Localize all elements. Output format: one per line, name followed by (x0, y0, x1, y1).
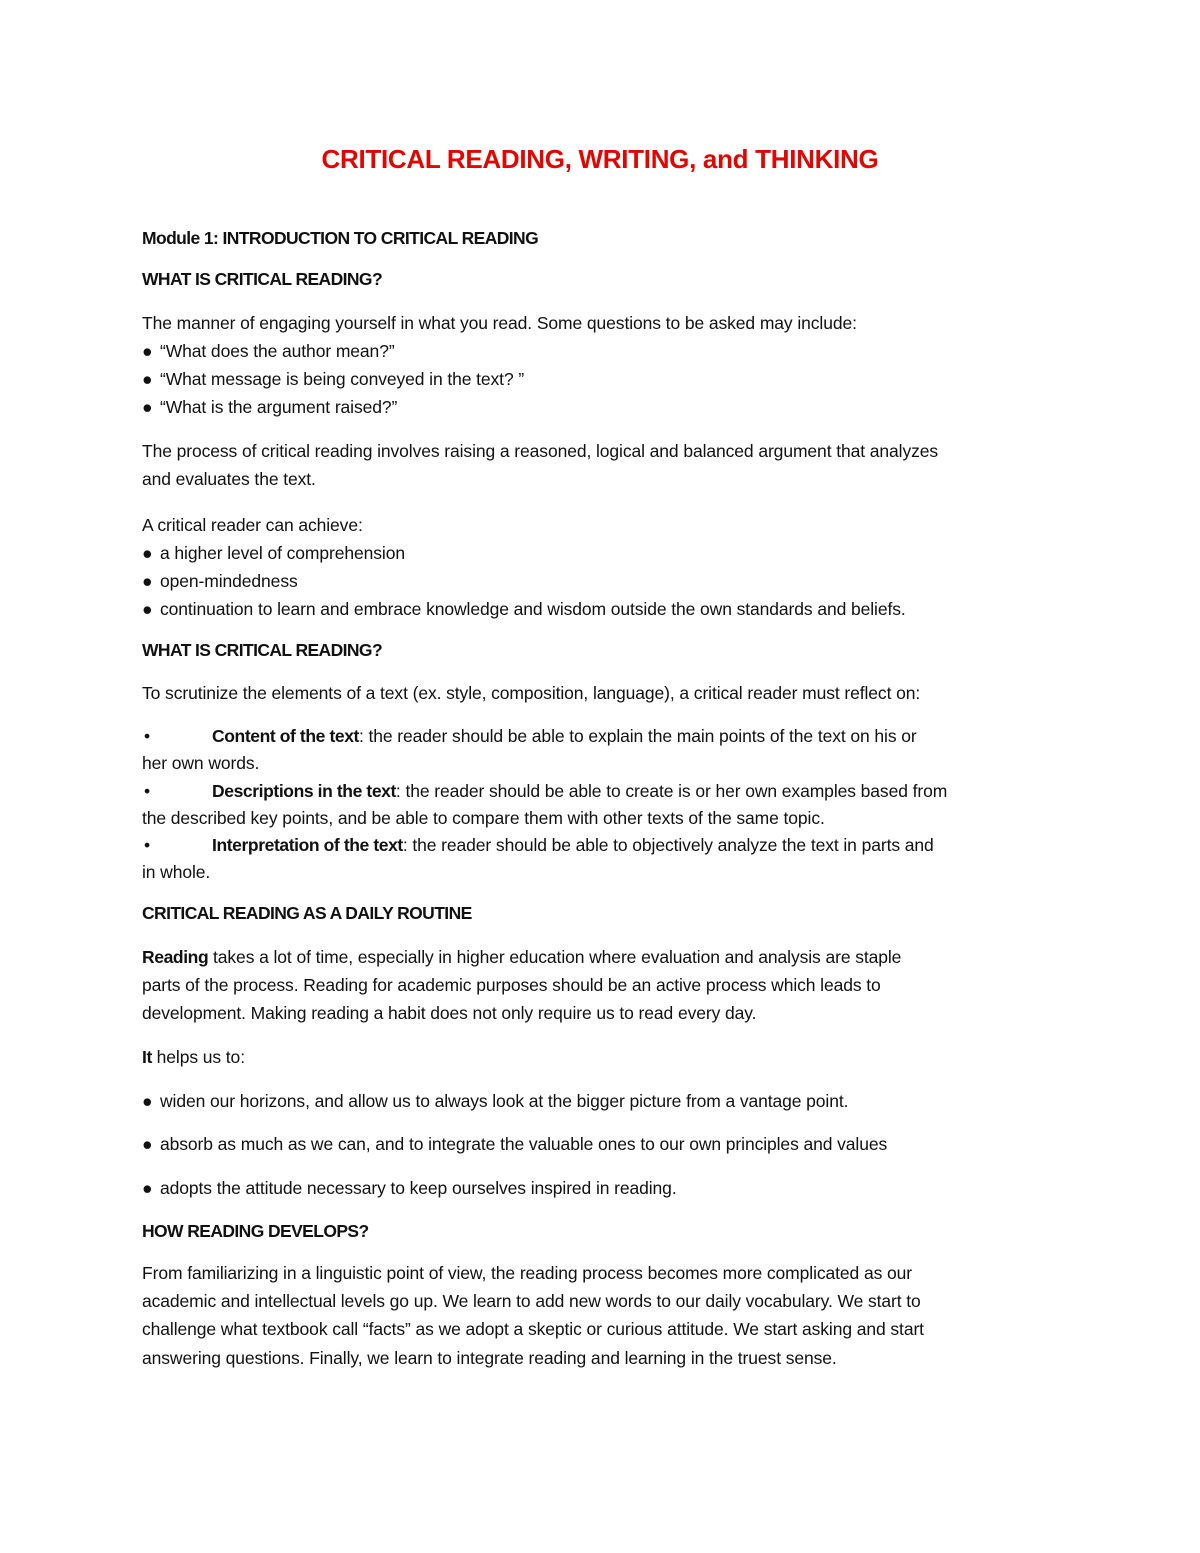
bullet-icon: ● (142, 1134, 153, 1154)
paragraph-line: answering questions. Finally, we learn to integrate reading and learning in the truest sense. (142, 1348, 837, 1368)
list-item: ● a higher level of comprehension (142, 543, 405, 563)
bullet-icon: ● (142, 369, 153, 389)
list-item: ● absorb as much as we can, and to integrate the valuable ones to our own principles and values (142, 1134, 888, 1154)
list-item: • Interpretation of the text: the reader should be able to objectively analyze the text in parts and (144, 835, 934, 855)
bullet-icon: ● (142, 599, 153, 619)
bullet-icon: • (144, 835, 151, 855)
section-heading: CRITICAL READING AS A DAILY ROUTINE (142, 903, 472, 923)
list-item: ● continuation to learn and embrace knowledge and wisdom outside the own standards and beliefs. (142, 599, 906, 619)
bullet-icon: ● (142, 543, 153, 563)
document-title: CRITICAL READING, WRITING, and THINKING (321, 144, 879, 174)
list-item: ● “What message is being conveyed in the text? ” (142, 369, 525, 389)
list-item: ● open-mindedness (142, 571, 298, 591)
list-item: ● “What is the argument raised?” (142, 397, 398, 417)
paragraph-line: development. Making reading a habit does not only require us to read every day. (142, 1003, 757, 1023)
module-heading (142, 227, 538, 249)
module-prefix: Module 1 (142, 228, 214, 248)
list-item: ● “What does the author mean?” (142, 341, 395, 361)
list-item: ● widen our horizons, and allow us to always look at the bigger picture from a vantage point. (142, 1091, 849, 1111)
paragraph-line: It helps us to: (142, 1047, 245, 1067)
list-item-continuation: the described key points, and be able to compare them with other texts of the same topic. (142, 808, 825, 828)
bullet-icon: ● (142, 1091, 153, 1111)
paragraph-line: From familiarizing in a linguistic point of view, the reading process becomes more complicated as our (142, 1263, 912, 1283)
list-item-continuation: in whole. (142, 862, 211, 882)
section-heading: HOW READING DEVELOPS? (142, 1221, 369, 1241)
paragraph-line: Reading takes a lot of time, especially in higher education where evaluation and analysis are staple (142, 947, 902, 967)
list-item-continuation: her own words. (142, 753, 260, 773)
section-heading: WHAT IS CRITICAL READING? (142, 640, 383, 660)
section-heading: WHAT IS CRITICAL READING? (142, 269, 383, 289)
paragraph-line: academic and intellectual levels go up. We learn to add new words to our daily vocabulary. We start to (142, 1291, 921, 1311)
paragraph-line: The manner of engaging yourself in what you read. Some questions to be asked may include: (142, 313, 857, 333)
bullet-icon: • (144, 726, 151, 746)
bullet-icon: ● (142, 1178, 153, 1198)
module-title: : INTRODUCTION TO CRITICAL READING (213, 228, 539, 248)
bullet-icon: ● (142, 397, 153, 417)
list-item: • Descriptions in the text: the reader should be able to create is or her own examples based from (144, 781, 948, 801)
list-item: • Content of the text: the reader should be able to explain the main points of the text on his or (144, 726, 917, 746)
paragraph-line: challenge what textbook call “facts” as we adopt a skeptic or curious attitude. We start asking and start (142, 1319, 924, 1339)
paragraph-line: A critical reader can achieve: (142, 515, 363, 535)
paragraph-line: The process of critical reading involves raising a reasoned, logical and balanced argument that analyzes (142, 441, 939, 461)
bullet-icon: ● (142, 571, 153, 591)
bullet-icon: • (144, 781, 151, 801)
bullet-icon: ● (142, 341, 153, 361)
list-item: ● adopts the attitude necessary to keep ourselves inspired in reading. (142, 1178, 677, 1198)
paragraph-line: To scrutinize the elements of a text (ex. style, composition, language), a critical reader must reflect on: (142, 683, 921, 703)
paragraph-line: parts of the process. Reading for academic purposes should be an active process which leads to (142, 975, 881, 995)
paragraph-line: and evaluates the text. (142, 469, 316, 489)
